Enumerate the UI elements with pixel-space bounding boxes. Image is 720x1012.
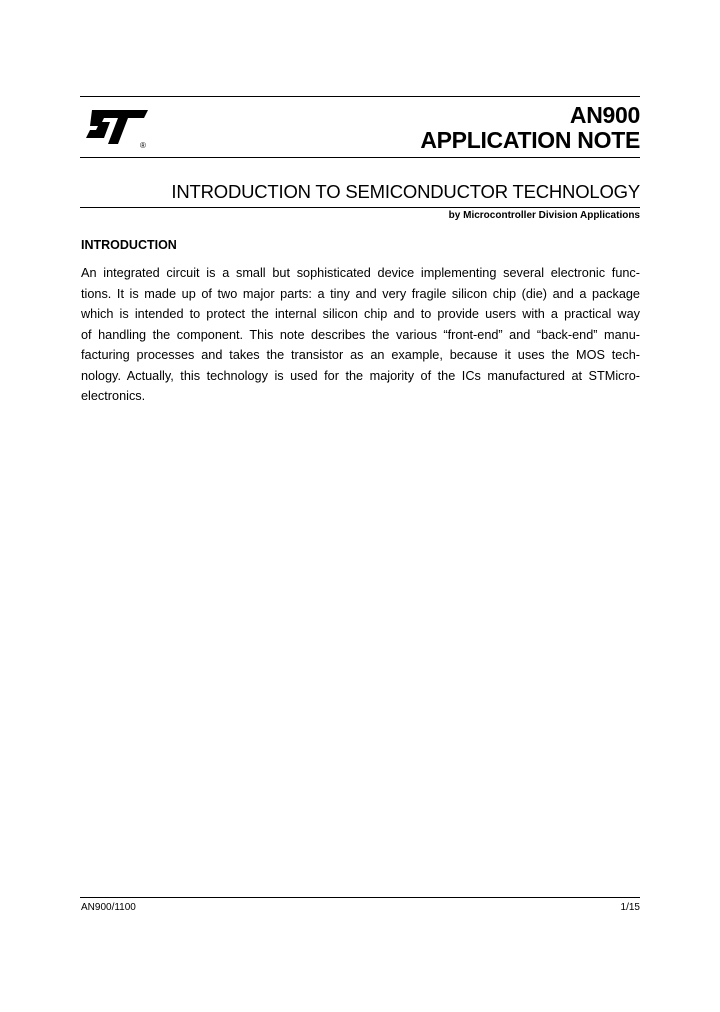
st-logo-icon bbox=[82, 104, 152, 150]
svg-text:®: ® bbox=[140, 141, 146, 150]
paragraph-line: tions. It is made up of two major parts: a tiny and very fragile silicon chip (die) and a package bbox=[81, 286, 640, 301]
paragraph-line: which is intended to protect the internal silicon chip and to provide users with a practical way bbox=[81, 307, 640, 321]
paragraph-line: An integrated circuit is a small but sophisticated device implementing several electronic func- bbox=[81, 266, 640, 280]
document-type: APPLICATION NOTE bbox=[420, 127, 640, 153]
footer-document-reference: AN900/1100 bbox=[81, 902, 136, 913]
footer-page-number: 1/15 bbox=[620, 902, 640, 913]
paragraph-line: of handling the component. This note describes the various “front-end” and “back-end” manu- bbox=[81, 327, 640, 342]
introduction-paragraph bbox=[81, 263, 640, 407]
paragraph-line: nology. Actually, this technology is used for the majority of the ICs manufactured at STMicro- bbox=[81, 368, 640, 383]
page-title: INTRODUCTION TO SEMICONDUCTOR TECHNOLOGY bbox=[171, 181, 640, 202]
author-byline: by Microcontroller Division Applications bbox=[448, 210, 640, 221]
header-bottom-rule bbox=[80, 157, 640, 158]
document-code: AN900 bbox=[569, 102, 640, 128]
header-top-rule bbox=[80, 96, 640, 97]
paragraph-line: electronics. bbox=[81, 389, 146, 403]
footer-rule bbox=[80, 897, 640, 898]
paragraph-line: facturing processes and takes the transistor as an example, because it uses the MOS tech- bbox=[81, 348, 640, 362]
section-heading: INTRODUCTION bbox=[81, 238, 177, 252]
title-underline-rule bbox=[80, 207, 640, 208]
